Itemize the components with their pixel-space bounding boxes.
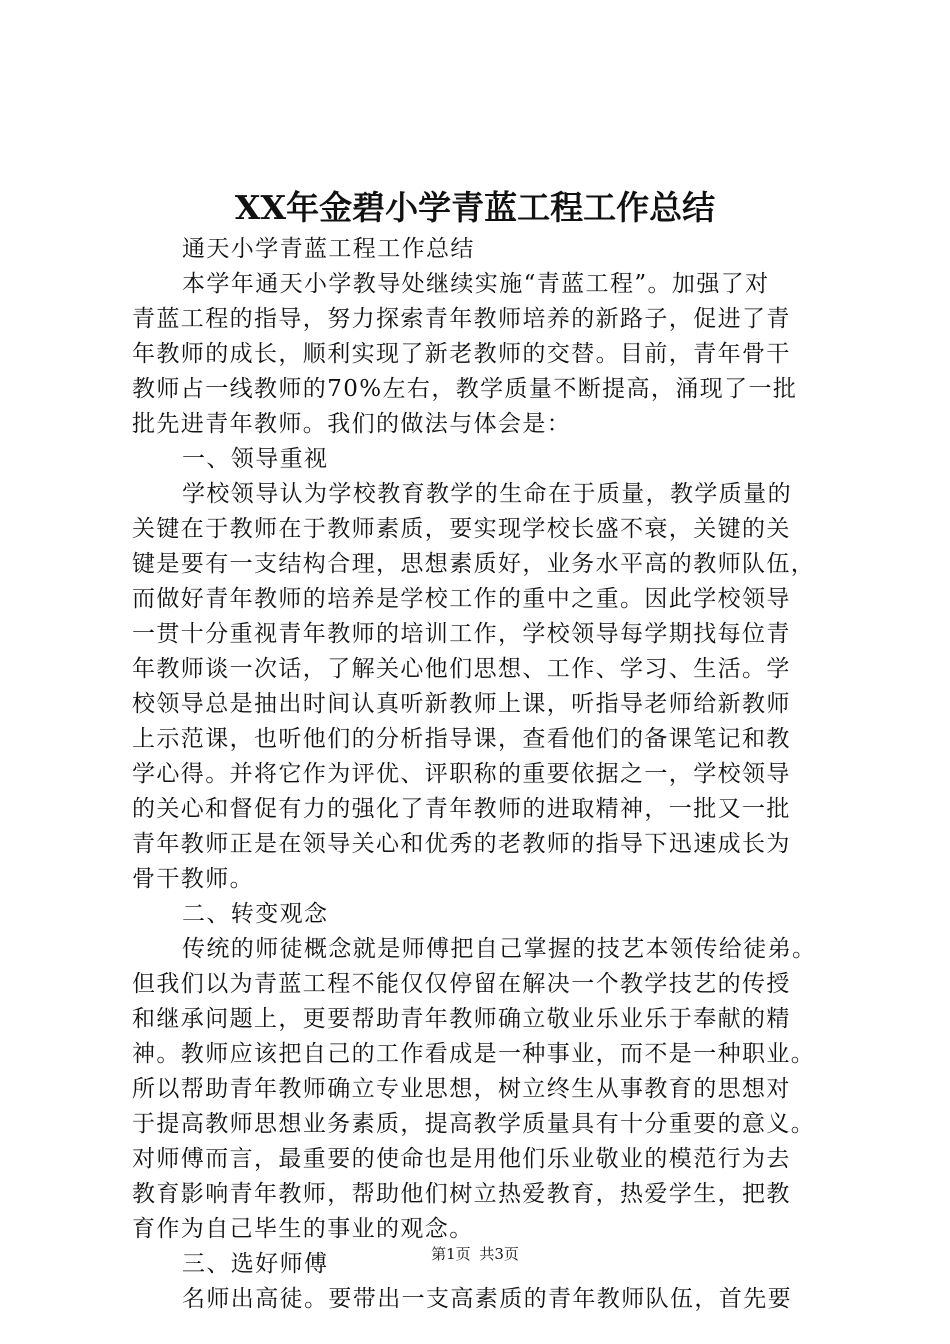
paragraph-line: 于提高教师思想业务素质，提高教学质量具有十分重要的意义。: [132, 1111, 816, 1137]
section-heading: 三、选好师傅: [182, 1251, 329, 1277]
paragraph-line: 年教师谈一次话，了解关心他们思想、工作、学习、生活。学: [132, 656, 791, 682]
page-total: 共3页: [479, 1245, 519, 1263]
paragraph-line: 和继承问题上，更要帮助青年教师确立敬业乐业乐于奉献的精: [132, 1006, 791, 1032]
paragraph-line: 学心得。并将它作为评优、评职称的重要依据之一，学校领导: [132, 761, 791, 787]
section-heading: 二、转变观念: [182, 901, 329, 927]
paragraph-line: 骨干教师。: [132, 866, 254, 892]
page-footer: [0, 1244, 950, 1264]
document-title: XX年金碧小学青蓝工程工作总结: [234, 188, 716, 227]
paragraph-line: 本学年通天小学教导处继续实施“青蓝工程”。加强了对: [182, 271, 770, 297]
document-body: [132, 232, 832, 1317]
paragraph-line: 而做好青年教师的培养是学校工作的重中之重。因此学校领导: [132, 586, 791, 612]
paragraph-line: 教育影响青年教师，帮助他们树立热爱教育，热爱学生，把教: [132, 1181, 791, 1207]
paragraph-line: 但我们以为青蓝工程不能仅仅停留在解决一个教学技艺的传授: [132, 971, 791, 997]
paragraph-line: 一贯十分重视青年教师的培训工作，学校领导每学期找每位青: [132, 621, 791, 647]
paragraph-line: 年教师的成长，顺利实现了新老教师的交替。目前，青年骨干: [132, 341, 791, 367]
paragraph-line: 批先进青年教师。我们的做法与体会是：: [132, 411, 572, 437]
paragraph-line: 青蓝工程的指导，努力探索青年教师培养的新路子，促进了青: [132, 306, 791, 332]
paragraph-line: 名师出高徒。要带出一支高素质的青年教师队伍，首先要: [182, 1286, 792, 1312]
paragraph-line: 所以帮助青年教师确立专业思想，树立终生从事教育的思想对: [132, 1076, 791, 1102]
paragraph-line: 育作为自己毕生的事业的观念。: [132, 1216, 474, 1242]
subtitle-line: 通天小学青蓝工程工作总结: [182, 236, 475, 262]
paragraph-line: 的关心和督促有力的强化了青年教师的进取精神，一批又一批: [132, 796, 791, 822]
paragraph-line: 键是要有一支结构合理，思想素质好，业务水平高的教师队伍，: [132, 551, 816, 577]
paragraph-line: 青年教师正是在领导关心和优秀的老教师的指导下迅速成长为: [132, 831, 791, 857]
page-number: 第1页: [431, 1245, 471, 1263]
paragraph-line: 关键在于教师在于教师素质，要实现学校长盛不衰，关键的关: [132, 516, 791, 542]
paragraph-line: 传统的师徒概念就是师傅把自己掌握的技艺本领传给徒弟。: [182, 936, 817, 962]
paragraph-line: 教师占一线教师的70%左右，教学质量不断提高，涌现了一批: [132, 376, 798, 402]
paragraph-line: 对师傅而言，最重要的使命也是用他们乐业敬业的模范行为去: [132, 1146, 791, 1172]
paragraph-line: 上示范课，也听他们的分析指导课，查看他们的备课笔记和教: [132, 726, 791, 752]
paragraph-line: 校领导总是抽出时间认真听新教师上课，听指导老师给新教师: [132, 691, 791, 717]
section-heading: 一、领导重视: [182, 446, 329, 472]
paragraph-line: 学校领导认为学校教育教学的生命在于质量，教学质量的: [182, 481, 792, 507]
paragraph-line: 神。教师应该把自己的工作看成是一种事业，而不是一种职业。: [132, 1041, 816, 1067]
